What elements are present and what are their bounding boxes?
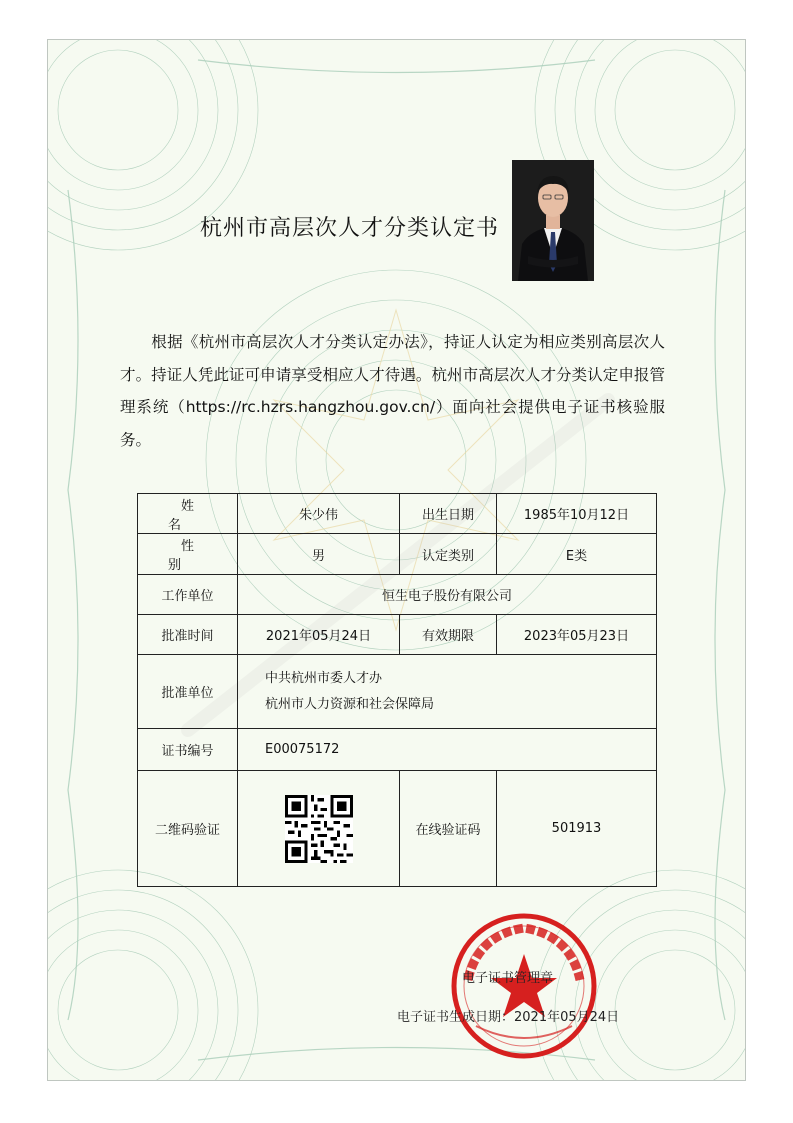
qr-label: 二维码验证 bbox=[138, 771, 238, 887]
row-approve-time bbox=[138, 615, 657, 655]
certificate-info-table bbox=[137, 493, 657, 887]
cert-no-label: 证书编号 bbox=[138, 729, 238, 771]
qr-code[interactable] bbox=[285, 795, 353, 863]
generated-date: 电子证书生成日期：2021年05月24日 bbox=[397, 1010, 620, 1025]
approve-unit-line2: 杭州市人力资源和社会保障局 bbox=[265, 696, 435, 712]
holder-photo bbox=[512, 160, 594, 281]
approve-unit-label: 批准单位 bbox=[138, 655, 238, 729]
qr-cell bbox=[238, 771, 400, 887]
cert-no-value: E00075172 bbox=[238, 729, 657, 771]
category-label: 认定类别 bbox=[400, 534, 497, 575]
certificate-intro: 根据《杭州市高层次人才分类认定办法》，持证人认定为相应类别高层次人才。持证人凭此证可申请享受相应人才待遇。杭州市高层次人才分类认定申报管理系统（https://rc.hzrs.hangzhou.gov.cn/）面向社会提供电子证书核验服务。 bbox=[120, 333, 665, 449]
official-seal bbox=[448, 910, 600, 1062]
category-value: E类 bbox=[497, 534, 657, 575]
certificate-title: 杭州市高层次人才分类认定书 bbox=[200, 216, 500, 241]
seal-label: 电子证书管理章 bbox=[462, 971, 554, 986]
gender-label: 性别 bbox=[138, 534, 238, 575]
valid-until-value: 2023年05月23日 bbox=[497, 615, 657, 655]
birth-label: 出生日期 bbox=[400, 494, 497, 534]
approve-time-label: 批准时间 bbox=[138, 615, 238, 655]
row-employer bbox=[138, 575, 657, 615]
online-code-value: 501913 bbox=[497, 771, 657, 887]
approve-unit-value bbox=[238, 655, 657, 729]
gender-value: 男 bbox=[238, 534, 400, 575]
employer-value: 恒生电子股份有限公司 bbox=[238, 575, 657, 615]
name-label: 姓名 bbox=[138, 494, 238, 534]
row-cert-no bbox=[138, 729, 657, 771]
row-name-birth bbox=[138, 494, 657, 534]
row-approve-unit bbox=[138, 655, 657, 729]
row-verification bbox=[138, 771, 657, 887]
valid-until-label: 有效期限 bbox=[400, 615, 497, 655]
name-value: 朱少伟 bbox=[238, 494, 400, 534]
approve-time-value: 2021年05月24日 bbox=[238, 615, 400, 655]
employer-label: 工作单位 bbox=[138, 575, 238, 615]
approve-unit-line1: 中共杭州市委人才办 bbox=[265, 670, 383, 686]
birth-value: 1985年10月12日 bbox=[497, 494, 657, 534]
online-code-label: 在线验证码 bbox=[400, 771, 497, 887]
row-gender-category bbox=[138, 534, 657, 575]
